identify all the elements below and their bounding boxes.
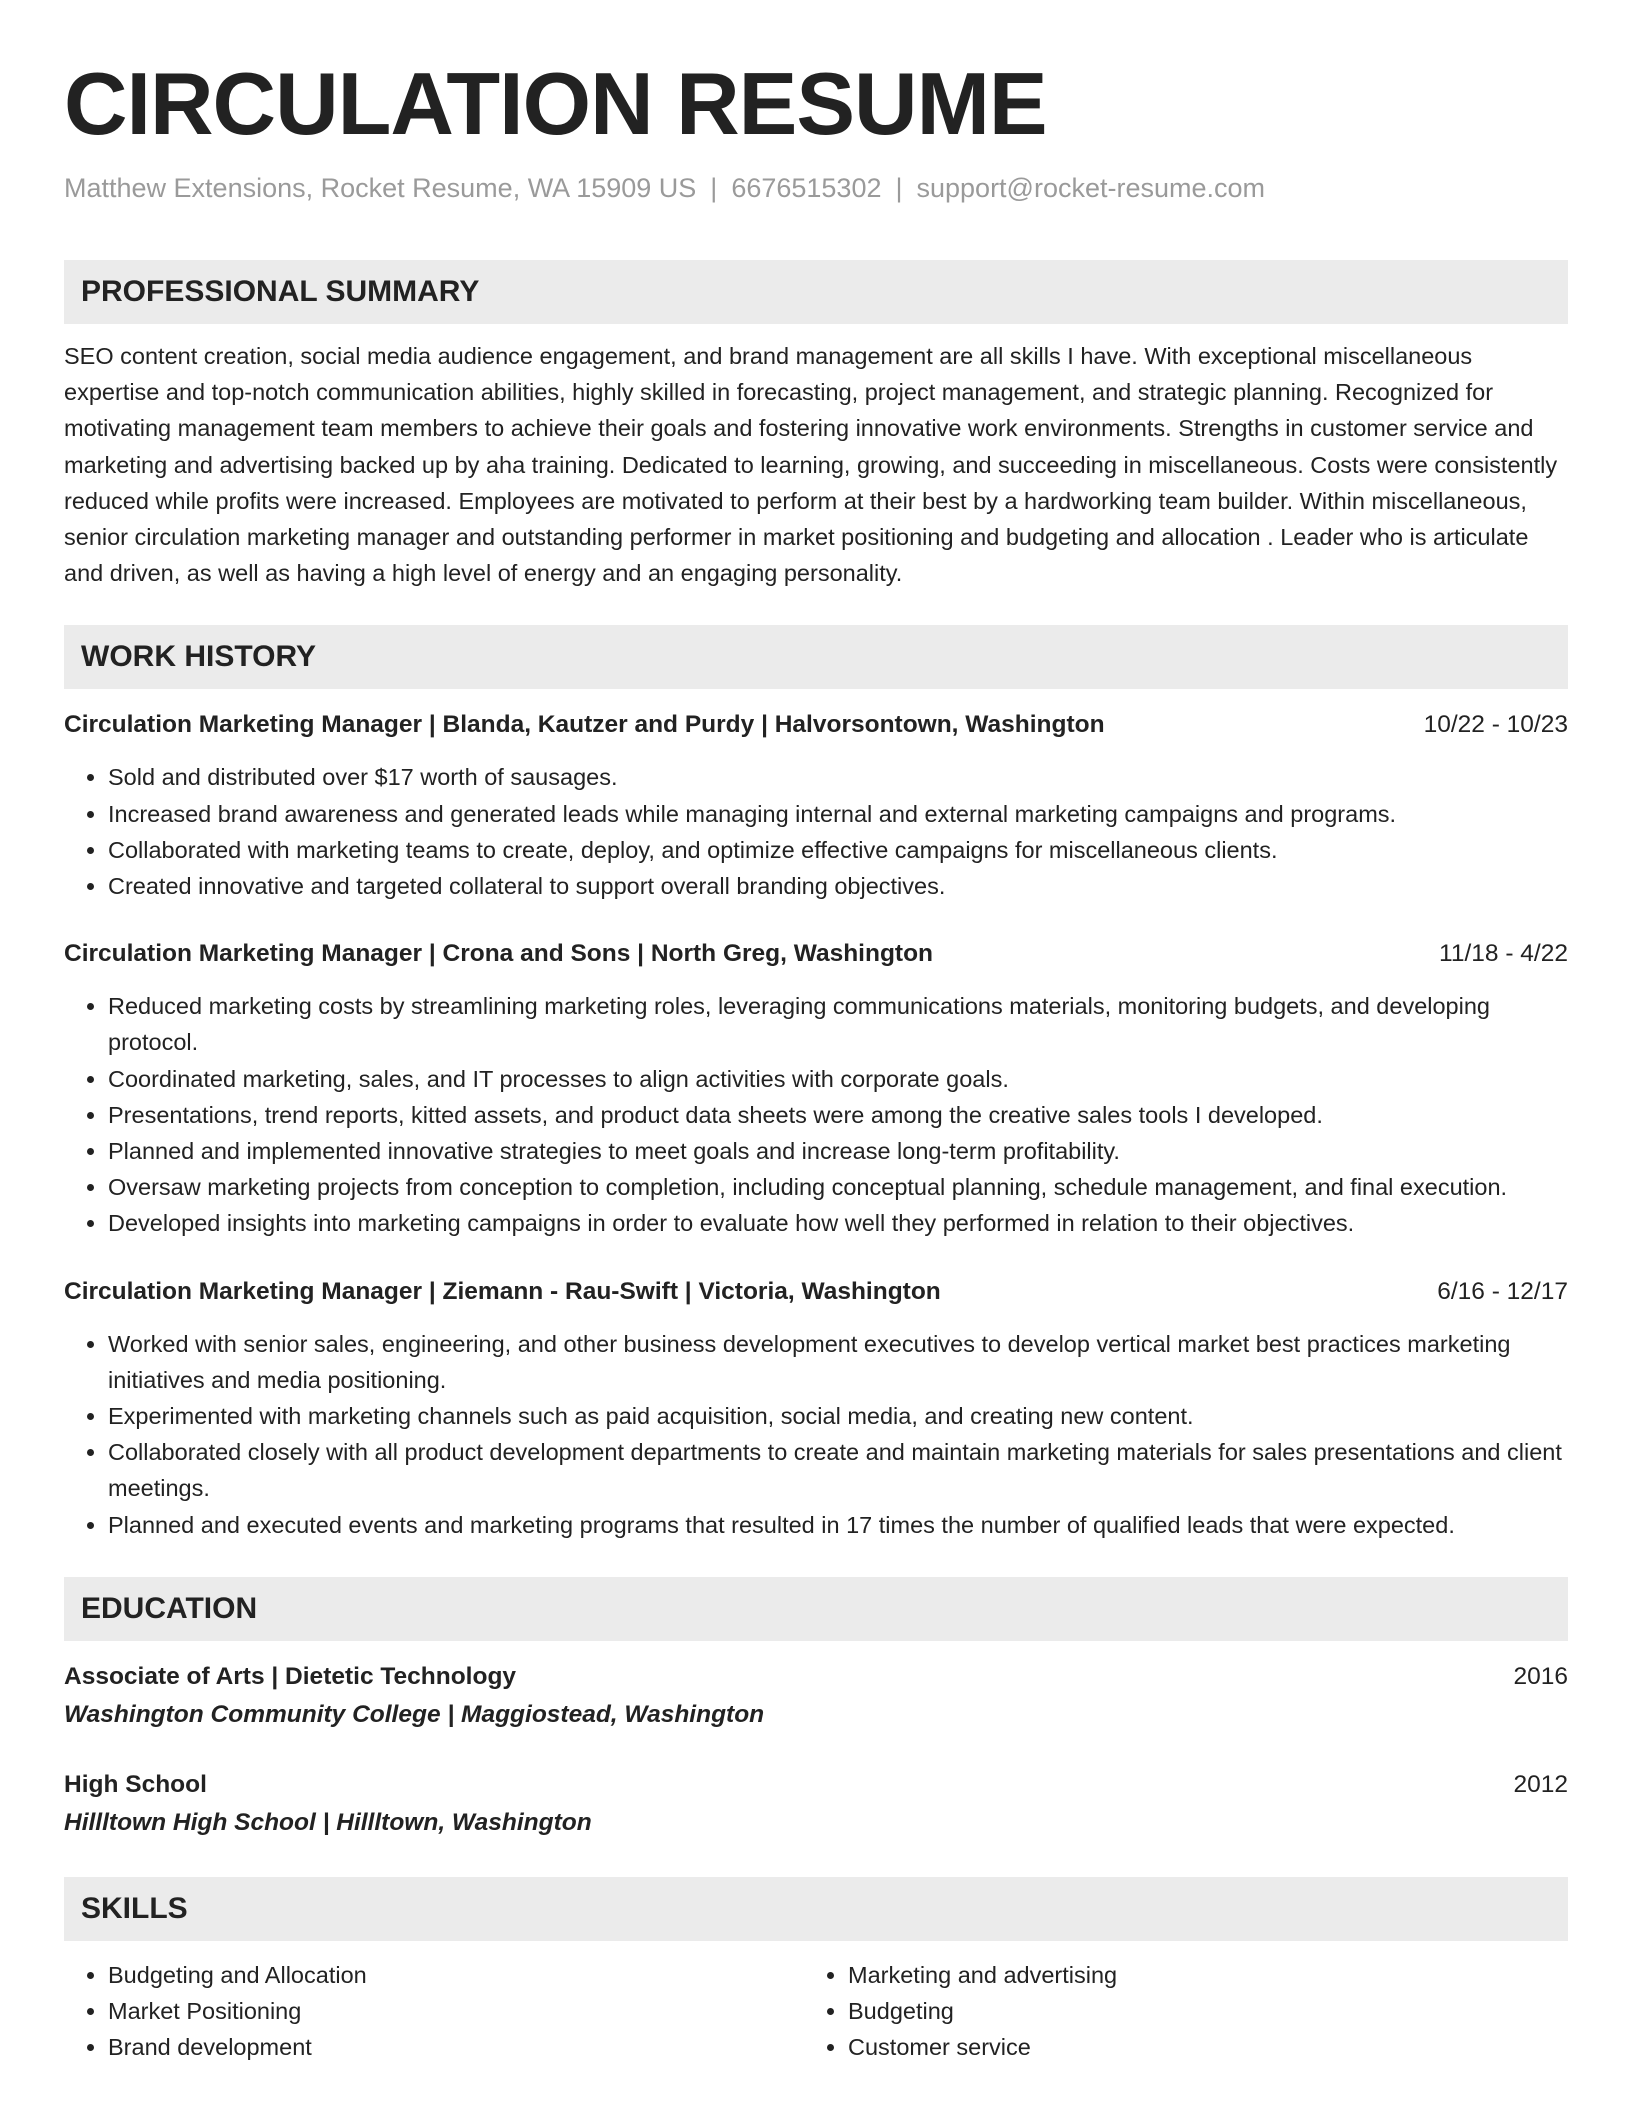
phone-text: 6676515302	[731, 173, 882, 203]
education-header	[64, 1659, 1568, 1695]
education-entry	[64, 1767, 1568, 1843]
separator: |	[895, 173, 903, 203]
job-bullet: • Worked with senior sales, engineering, and other business development executives to develop vertical market best practices marketing initiatives and media positioning.	[108, 1326, 1568, 1398]
skill-item: • Marketing and advertising	[848, 1957, 1544, 1993]
summary-heading: PROFESSIONAL SUMMARY	[64, 260, 1568, 324]
school-name: Hillltown High School | Hillltown, Washington	[64, 1808, 592, 1836]
work-history-heading: WORK HISTORY	[64, 625, 1568, 689]
skill-item: • Market Positioning	[108, 1993, 804, 2029]
education-year: 2012	[1513, 1770, 1568, 1798]
job-bullets	[64, 988, 1568, 1241]
email-text: support@rocket-resume.com	[916, 173, 1266, 203]
job-title: Circulation Marketing Manager | Ziemann - Rau-Swift | Victoria, Washington	[64, 1277, 941, 1305]
education-header	[64, 1767, 1568, 1803]
job-bullet: • Planned and implemented innovative strategies to meet goals and increase long-term profitability.	[108, 1133, 1568, 1169]
skills-list	[64, 1957, 1568, 2066]
job-bullet: • Planned and executed events and marketing programs that resulted in 17 times the number of qualified leads that were expected.	[108, 1507, 1568, 1543]
job-bullet: • Collaborated with marketing teams to create, deploy, and optimize effective campaigns for miscellaneous clients.	[108, 832, 1568, 868]
job-bullet: • Presentations, trend reports, kitted assets, and product data sheets were among the creative sales tools I developed.	[108, 1097, 1568, 1133]
degree-title: Associate of Arts | Dietetic Technology	[64, 1662, 517, 1690]
contact-line	[64, 168, 1568, 208]
job-bullets	[64, 1326, 1568, 1543]
skill-item: • Brand development	[108, 2029, 804, 2065]
page-title: CIRCULATION RESUME	[64, 54, 1047, 153]
job-bullet: • Reduced marketing costs by streamlining marketing roles, leveraging communications materials, monitoring budgets, and developing protocol.	[108, 988, 1568, 1060]
job-bullet: • Experimented with marketing channels such as paid acquisition, social media, and creating new content.	[108, 1398, 1568, 1434]
job-header	[64, 936, 1568, 972]
address-text: Matthew Extensions, Rocket Resume, WA 15909 US	[64, 173, 697, 203]
job-dates: 6/16 - 12/17	[1437, 1277, 1568, 1305]
skill-item: • Budgeting	[848, 1993, 1544, 2029]
school-name: Washington Community College | Maggiostead, Washington	[64, 1700, 765, 1728]
skill-item: • Customer service	[848, 2029, 1544, 2065]
education-entry	[64, 1659, 1568, 1735]
degree-title: High School	[64, 1770, 207, 1798]
job-bullets	[64, 759, 1568, 904]
job-bullet: • Developed insights into marketing campaigns in order to evaluate how well they performed in relation to their objectives.	[108, 1205, 1568, 1241]
job-header	[64, 707, 1568, 743]
job-title: Circulation Marketing Manager | Blanda, Kautzer and Purdy | Halvorsontown, Washington	[64, 711, 1105, 739]
separator: |	[710, 173, 718, 203]
job-entry	[64, 936, 1568, 1241]
job-title: Circulation Marketing Manager | Crona and Sons | North Greg, Washington	[64, 940, 934, 968]
job-dates: 10/22 - 10/23	[1423, 711, 1568, 739]
job-bullet: • Oversaw marketing projects from conception to completion, including conceptual planning, schedule management, and final execution.	[108, 1169, 1568, 1205]
education-year: 2016	[1513, 1662, 1568, 1690]
job-dates: 11/18 - 4/22	[1439, 940, 1568, 968]
job-bullet: • Collaborated closely with all product development departments to create and maintain marketing materials for sales presentations and client meetings.	[108, 1434, 1568, 1506]
skills-column-left	[64, 1957, 804, 2066]
summary-text: SEO content creation, social media audience engagement, and brand management are all skills I have. With exceptional miscellaneous expertise and top-notch communication abilities, highly skilled in forecasting, project management, and strategic planning. Recognized for motivating management team members to achieve their goals and fostering innovative work environments. Strengths in customer service and marketing and advertising backed up by aha training. Dedicated to learning, growing, and succeeding in miscellaneous. Costs were consistently reduced while profits were increased. Employees are motivated to perform at their best by a hardworking team builder. Within miscellaneous, senior circulation marketing manager and outstanding performer in market positioning and budgeting and allocation . Leader who is articulate and driven, as well as having a high level of energy and an engaging personality.	[64, 343, 1558, 587]
skills-column-right	[804, 1957, 1544, 2066]
skill-item: • Budgeting and Allocation	[108, 1957, 804, 1993]
job-bullet: • Created innovative and targeted collateral to support overall branding objectives.	[108, 868, 1568, 904]
job-entry	[64, 1274, 1568, 1543]
job-header	[64, 1274, 1568, 1310]
job-bullet: • Sold and distributed over $17 worth of sausages.	[108, 759, 1568, 795]
education-heading: EDUCATION	[64, 1577, 1568, 1641]
job-bullet: • Coordinated marketing, sales, and IT processes to align activities with corporate goals.	[108, 1061, 1568, 1097]
job-bullet: • Increased brand awareness and generated leads while managing internal and external marketing campaigns and programs.	[108, 796, 1568, 832]
job-entry	[64, 707, 1568, 904]
skills-heading: SKILLS	[64, 1877, 1568, 1941]
